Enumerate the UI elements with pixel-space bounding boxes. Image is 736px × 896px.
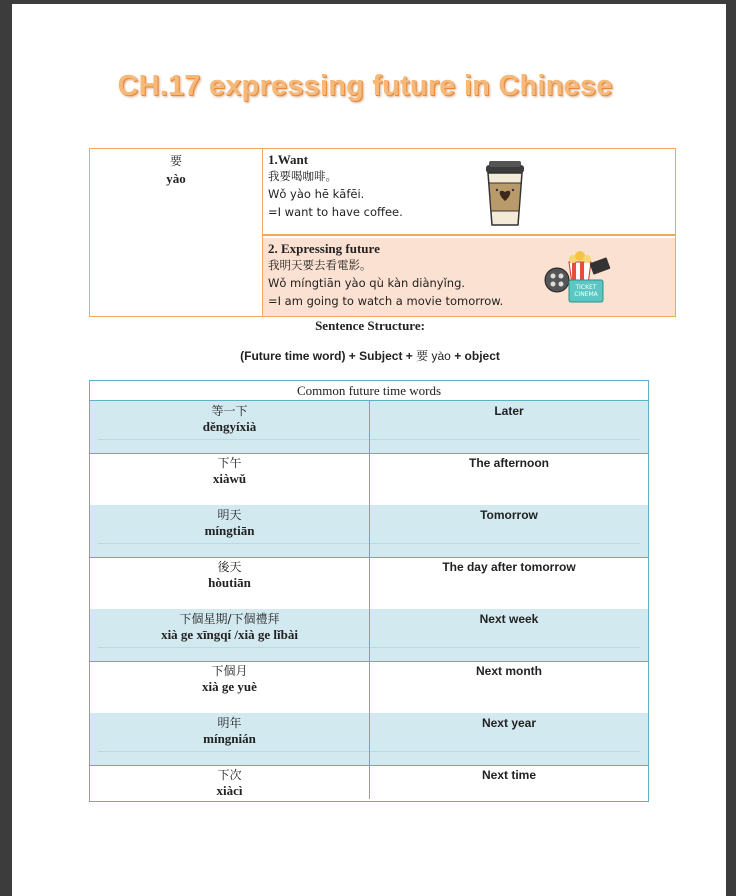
- table-row: [90, 401, 648, 454]
- time-word-hanzi: 明年: [217, 716, 242, 730]
- time-word-pinyin: xià ge xīngqí /xià ge lǐbài: [161, 627, 298, 642]
- time-word-pinyin: xiàwǔ: [212, 471, 247, 486]
- time-word-hanzi: 下個月: [211, 664, 248, 678]
- time-word-cell: [90, 609, 370, 661]
- table-row: [90, 505, 648, 558]
- structure-part1: (Future time word) + Subject +: [240, 349, 417, 363]
- yao-pinyin: yào: [166, 171, 186, 186]
- svg-text:TICKET: TICKET: [575, 284, 597, 291]
- structure-title: Sentence Structure:: [315, 318, 425, 333]
- time-word-english: Next month: [476, 664, 542, 678]
- time-word-cell: [90, 713, 370, 765]
- table-header: Common future time words: [90, 381, 648, 401]
- usage-want-pinyin: Wǒ yào hē kāfēi.: [268, 187, 365, 201]
- time-word-pinyin: míngtiān: [204, 523, 255, 538]
- time-word-cell: [90, 661, 370, 713]
- time-word-english: Next week: [479, 612, 539, 626]
- structure-formula: [0, 347, 736, 364]
- time-word-hanzi: 等一下: [211, 404, 248, 418]
- structure-pinyin: yào: [428, 349, 455, 363]
- structure-hanzi: 要: [416, 349, 429, 363]
- usage-future-english: =I am going to watch a movie tomorrow.: [268, 294, 504, 308]
- time-word-cell: [90, 453, 370, 505]
- svg-text:CINEMA: CINEMA: [574, 291, 598, 298]
- time-word-cell: [90, 765, 370, 799]
- page-title: CH.17 expressing future in Chinese: [117, 70, 613, 102]
- time-word-cell: [90, 557, 370, 609]
- table-row: [90, 557, 648, 610]
- time-word-english: The afternoon: [469, 456, 549, 470]
- time-word-hanzi: 下個星期/下個禮拜: [179, 612, 280, 626]
- time-word-hanzi: 明天: [217, 508, 242, 522]
- usage-future-cell: [263, 238, 675, 316]
- future-time-words-table: [89, 380, 649, 802]
- time-word-pinyin: xià ge yuè: [202, 679, 257, 694]
- table-row: [90, 661, 648, 714]
- time-word-pinyin: děngyíxià: [202, 419, 257, 434]
- time-word-english: The day after tomorrow: [442, 560, 576, 574]
- yao-word-cell: [90, 149, 263, 316]
- time-word-english: Later: [494, 404, 524, 418]
- cinema-icon: [543, 250, 615, 310]
- time-word-pinyin: hòutiān: [208, 575, 251, 590]
- time-word-english: Next time: [481, 768, 537, 782]
- table-row: [90, 453, 648, 506]
- usage-want-english: =I want to have coffee.: [268, 205, 403, 219]
- time-word-pinyin: xiàcì: [216, 783, 243, 798]
- time-word-english: Tomorrow: [480, 508, 538, 522]
- row-divider: [98, 647, 640, 648]
- coffee-cup-icon: [483, 161, 527, 227]
- time-word-pinyin: míngnián: [203, 731, 256, 746]
- table-row: [90, 713, 648, 766]
- time-word-cell: [90, 505, 370, 557]
- table-row: [90, 609, 648, 662]
- row-divider: [98, 439, 640, 440]
- time-word-hanzi: 下次: [217, 768, 242, 782]
- row-divider: [98, 751, 640, 752]
- usage-want-hanzi: 我要喝咖啡。: [268, 169, 337, 183]
- time-word-hanzi: 後天: [217, 560, 242, 574]
- usage-want-cell: [263, 149, 675, 236]
- usage-future-hanzi: 我明天要去看電影。: [268, 258, 372, 272]
- usage-future-pinyin: Wǒ míngtiān yào qù kàn diànyǐng.: [268, 276, 466, 290]
- table-row: [90, 765, 648, 799]
- yao-table: [89, 148, 676, 317]
- row-divider: [98, 543, 640, 544]
- yao-hanzi: 要: [169, 154, 182, 168]
- time-word-hanzi: 下午: [217, 456, 242, 470]
- structure-part2: + object: [454, 349, 500, 363]
- usage-want-heading: 1.Want: [268, 152, 309, 167]
- usage-future-heading: 2. Expressing future: [268, 241, 380, 256]
- time-word-english: Next year: [481, 716, 537, 730]
- time-word-cell: [90, 401, 370, 453]
